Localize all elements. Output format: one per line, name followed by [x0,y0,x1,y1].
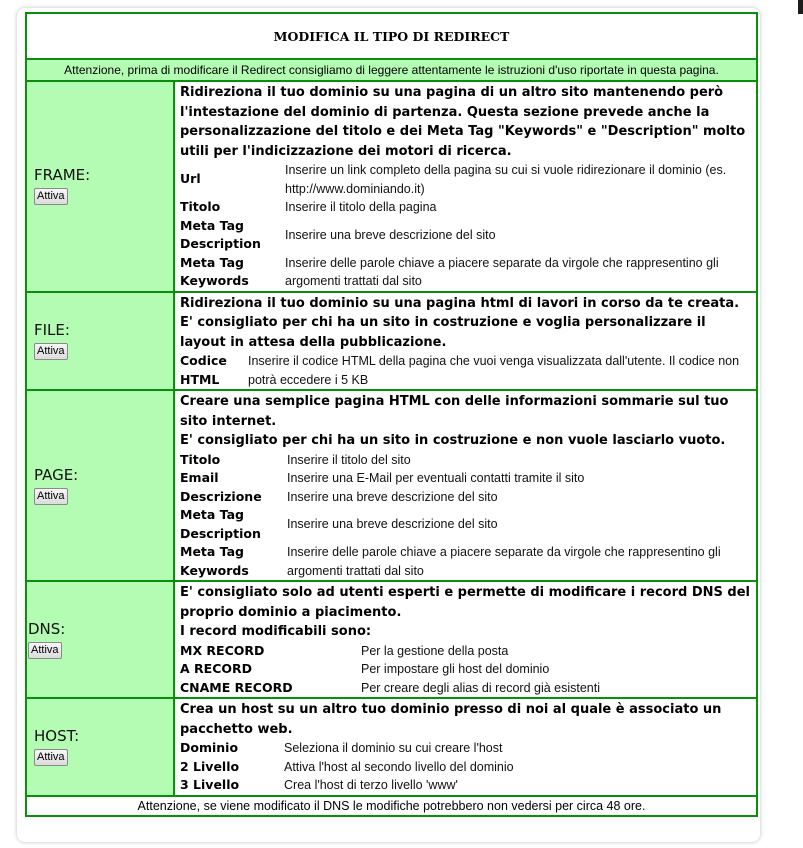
field-row [180,543,754,580]
section-dns [26,581,757,698]
field-value: Inserire una breve descrizione del sito [285,227,496,242]
field-value: Inserire il titolo del sito [287,452,411,467]
field-row [180,469,754,488]
field-list [180,739,754,795]
section-intro: E' consigliato per chi ha un sito in costruzione e voglia personalizzare il layout in attesa della pubblicazione. [180,315,706,350]
field-row [180,776,754,795]
field-key: Email [180,470,219,485]
field-key: Dominio [180,740,239,755]
attiva-file-button[interactable]: Attiva [34,343,68,360]
section-label: PAGE: [34,465,79,484]
field-key: 2 Livello [180,758,240,774]
field-row [180,254,754,291]
field-value: Inserire delle parole chiave a piacere separate da virgole che rappresentino gli argomenti trattati dal sito [287,545,721,578]
section-frame [26,81,757,292]
section-page [26,390,757,581]
field-key: Meta Tag Description [180,507,261,541]
top-warning: Attenzione, prima di modificare il Redirect consigliamo di leggere attentamente le istruzioni d'uso riportate in questa pagina. [26,59,757,81]
page-title: MODIFICA IL TIPO DI REDIRECT [26,13,757,59]
field-value: Per impostare gli host del dominio [361,662,550,676]
field-key: CNAME RECORD [180,679,293,695]
field-key: Titolo [180,451,221,467]
field-row [180,660,754,679]
field-row [180,198,754,217]
field-key: Descrizione [180,488,262,504]
attiva-dns-button[interactable]: Attiva [28,642,62,659]
field-key: A RECORD [180,661,252,676]
field-value: Inserire una breve descrizione del sito [287,517,498,532]
field-row [180,642,754,661]
section-intro: Ridireziona il tuo dominio su una pagina html di lavori in corso da te creata. [180,295,740,311]
section-host [26,698,757,796]
field-key: Url [180,171,201,187]
attiva-host-button[interactable]: Attiva [34,749,68,766]
field-row [180,161,754,198]
section-label: FILE: [34,320,70,339]
window-edge [798,0,803,14]
section-label: FRAME: [34,166,91,185]
section-intro: Ridireziona il tuo dominio su una pagina di un altro sito mantenendo però l'intestazione del dominio di partenza. Questa sezione prevede anche la personalizzazione del titolo e dei Meta Tag "Keywords" e "Description" molto utili per l'indicizzazione dei motori di ricerca. [180,85,746,159]
field-value: Crea l'host di terzo livello 'www' [284,778,458,792]
section-intro: Creare una semplice pagina HTML con delle informazioni sommarie sul tuo sito internet. [180,394,729,429]
field-list [180,642,754,698]
bottom-warning: Attenzione, se viene modificato il DNS le modifiche potrebbero non vedersi per circa 48 ore. [26,796,757,816]
field-key: 3 Livello [180,777,240,792]
field-value: Inserire delle parole chiave a piacere separate da virgole che rappresentino gli argomenti trattati dal sito [285,255,719,288]
field-value: Inserire il titolo della pagina [285,200,437,214]
field-row [180,488,754,507]
field-key: Codice HTML [180,353,227,387]
attiva-frame-button[interactable]: Attiva [34,188,68,205]
redirect-type-table [25,12,758,817]
field-row [180,451,754,470]
field-value: Per creare degli alias di record già esistenti [361,680,601,695]
field-value: Inserire un link completo della pagina su cui si vuole ridirezionare il dominio (es. http://www.dominiando.it) [285,163,727,196]
section-label: DNS: [28,619,66,638]
section-label: HOST: [34,726,80,745]
section-file [26,292,757,391]
field-list [180,352,754,389]
field-row [180,758,754,777]
field-row [180,217,754,254]
field-value: Per la gestione della posta [361,643,509,658]
field-key: Meta Tag Keywords [180,254,249,288]
field-list [180,451,754,581]
section-intro: Crea un host su un altro tuo dominio presso di noi al quale è associato un pacchetto web. [180,702,722,737]
section-intro: E' consigliato solo ad utenti esperti e permette di modificare i record DNS del proprio dominio a piacimento. [180,585,750,620]
field-row [180,679,754,698]
field-value: Seleziona il dominio su cui creare l'host [284,741,503,755]
field-row [180,352,754,389]
field-key: Meta Tag Keywords [180,544,249,578]
field-value: Inserire una E-Mail per eventuali contatti tramite il sito [287,471,585,485]
field-value: Inserire una breve descrizione del sito [287,489,498,504]
field-value: Inserire il codice HTML della pagina che vuoi venga visualizzata dall'utente. Il codice non potrà eccedere i 5 KB [248,354,740,387]
field-key: MX RECORD [180,642,265,658]
field-value: Attiva l'host al secondo livello del dominio [284,759,514,774]
attiva-page-button[interactable]: Attiva [34,488,68,505]
field-key: Titolo [180,199,221,214]
field-row [180,506,754,543]
section-intro: I record modificabili sono: [180,624,372,639]
section-intro: E' consigliato per chi ha un sito in costruzione e non vuole lasciarlo vuoto. [180,433,726,448]
field-list [180,161,754,291]
field-row [180,739,754,758]
field-key: Meta Tag Description [180,217,261,251]
